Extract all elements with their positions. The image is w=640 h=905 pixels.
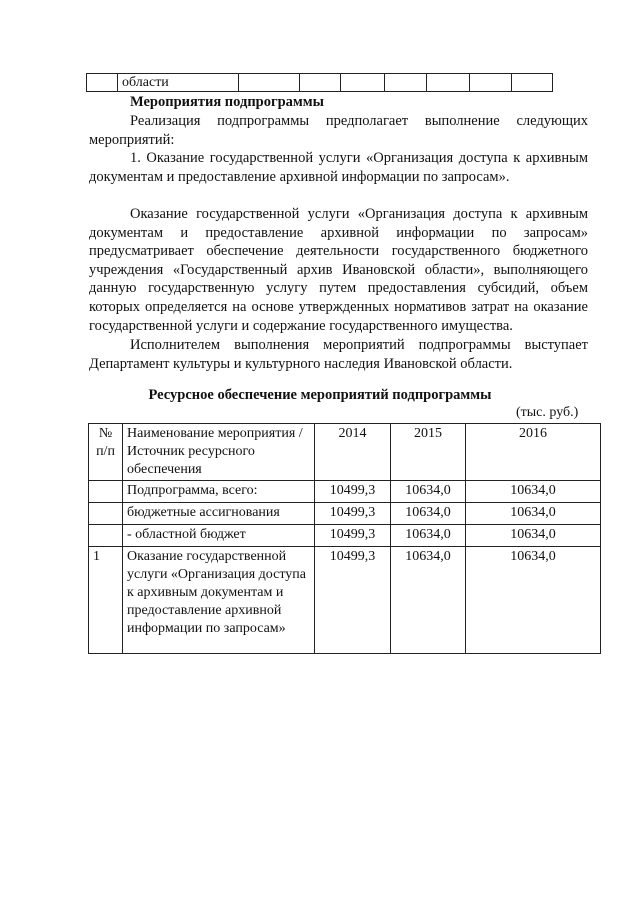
- top-table-cell: [512, 74, 553, 92]
- row-2016: 10634,0: [466, 481, 601, 503]
- row-num: [89, 525, 123, 547]
- top-table-fragment: [86, 73, 553, 92]
- top-table-cell: [427, 74, 470, 92]
- row-name: Подпрограмма, всего:: [123, 481, 315, 503]
- resource-table: [88, 423, 601, 654]
- row-name: - областной бюджет: [123, 525, 315, 547]
- top-table-cell: [341, 74, 385, 92]
- description-paragraph: Оказание государственной услуги «Организация доступа к архивным документам и предоставление архивной информации по запросам» предусматривает обеспечение деятельности государственного бюджетного учреждения «Государственный архив Ивановской области», выполняющего данную государственную услугу путем предоставления субсидий, объем которых определяется на основе утвержденных нормативов затрат на оказание государственной услуги и содержание государственного имущества.: [89, 206, 588, 334]
- row-2016: 10634,0: [466, 525, 601, 547]
- row-2015: 10634,0: [391, 503, 466, 525]
- row-2015: 10634,0: [391, 547, 466, 654]
- top-table-cell: [300, 74, 341, 92]
- table-row: [89, 525, 601, 547]
- row-name: Оказание государственной услуги «Организация доступа к архивным документам и предоставление архивной информации по запросам»: [123, 547, 315, 654]
- row-2014: 10499,3: [315, 503, 391, 525]
- row-2014: 10499,3: [315, 481, 391, 503]
- top-table-cell: [87, 74, 118, 92]
- row-name: бюджетные ассигнования: [123, 503, 315, 525]
- header-num: № п/п: [89, 424, 123, 481]
- table-row: [89, 547, 601, 654]
- intro-paragraph: Реализация подпрограммы предполагает выполнение следующих мероприятий:: [89, 113, 588, 148]
- top-table-cell: [385, 74, 427, 92]
- header-name: Наименование мероприятия / Источник ресурсного обеспечения: [123, 424, 315, 481]
- table-row: [89, 503, 601, 525]
- resource-table-title: Ресурсное обеспечение мероприятий подпрограммы: [148, 387, 492, 403]
- row-2016: 10634,0: [466, 503, 601, 525]
- units-label: (тыс. руб.): [516, 405, 579, 420]
- row-2014: 10499,3: [315, 525, 391, 547]
- row-2016: 10634,0: [466, 547, 601, 654]
- executor-paragraph: Исполнителем выполнения мероприятий подпрограммы выступает Департамент культуры и культурного наследия Ивановской области.: [89, 337, 588, 372]
- section-heading: Мероприятия подпрограммы: [130, 94, 324, 110]
- top-table-cell: [470, 74, 512, 92]
- row-num: 1: [89, 547, 123, 654]
- row-num: [89, 503, 123, 525]
- header-2014: 2014: [315, 424, 391, 481]
- item-1-paragraph: 1. Оказание государственной услуги «Организация доступа к архивным документам и предоставление архивной информации по запросам».: [89, 150, 588, 185]
- row-num: [89, 481, 123, 503]
- top-table-label-cell: области: [118, 74, 239, 92]
- table-header-row: [89, 424, 601, 481]
- top-table-cell: [239, 74, 300, 92]
- row-2014: 10499,3: [315, 547, 391, 654]
- row-2015: 10634,0: [391, 525, 466, 547]
- header-2015: 2015: [391, 424, 466, 481]
- header-2016: 2016: [466, 424, 601, 481]
- table-row: [89, 481, 601, 503]
- row-2015: 10634,0: [391, 481, 466, 503]
